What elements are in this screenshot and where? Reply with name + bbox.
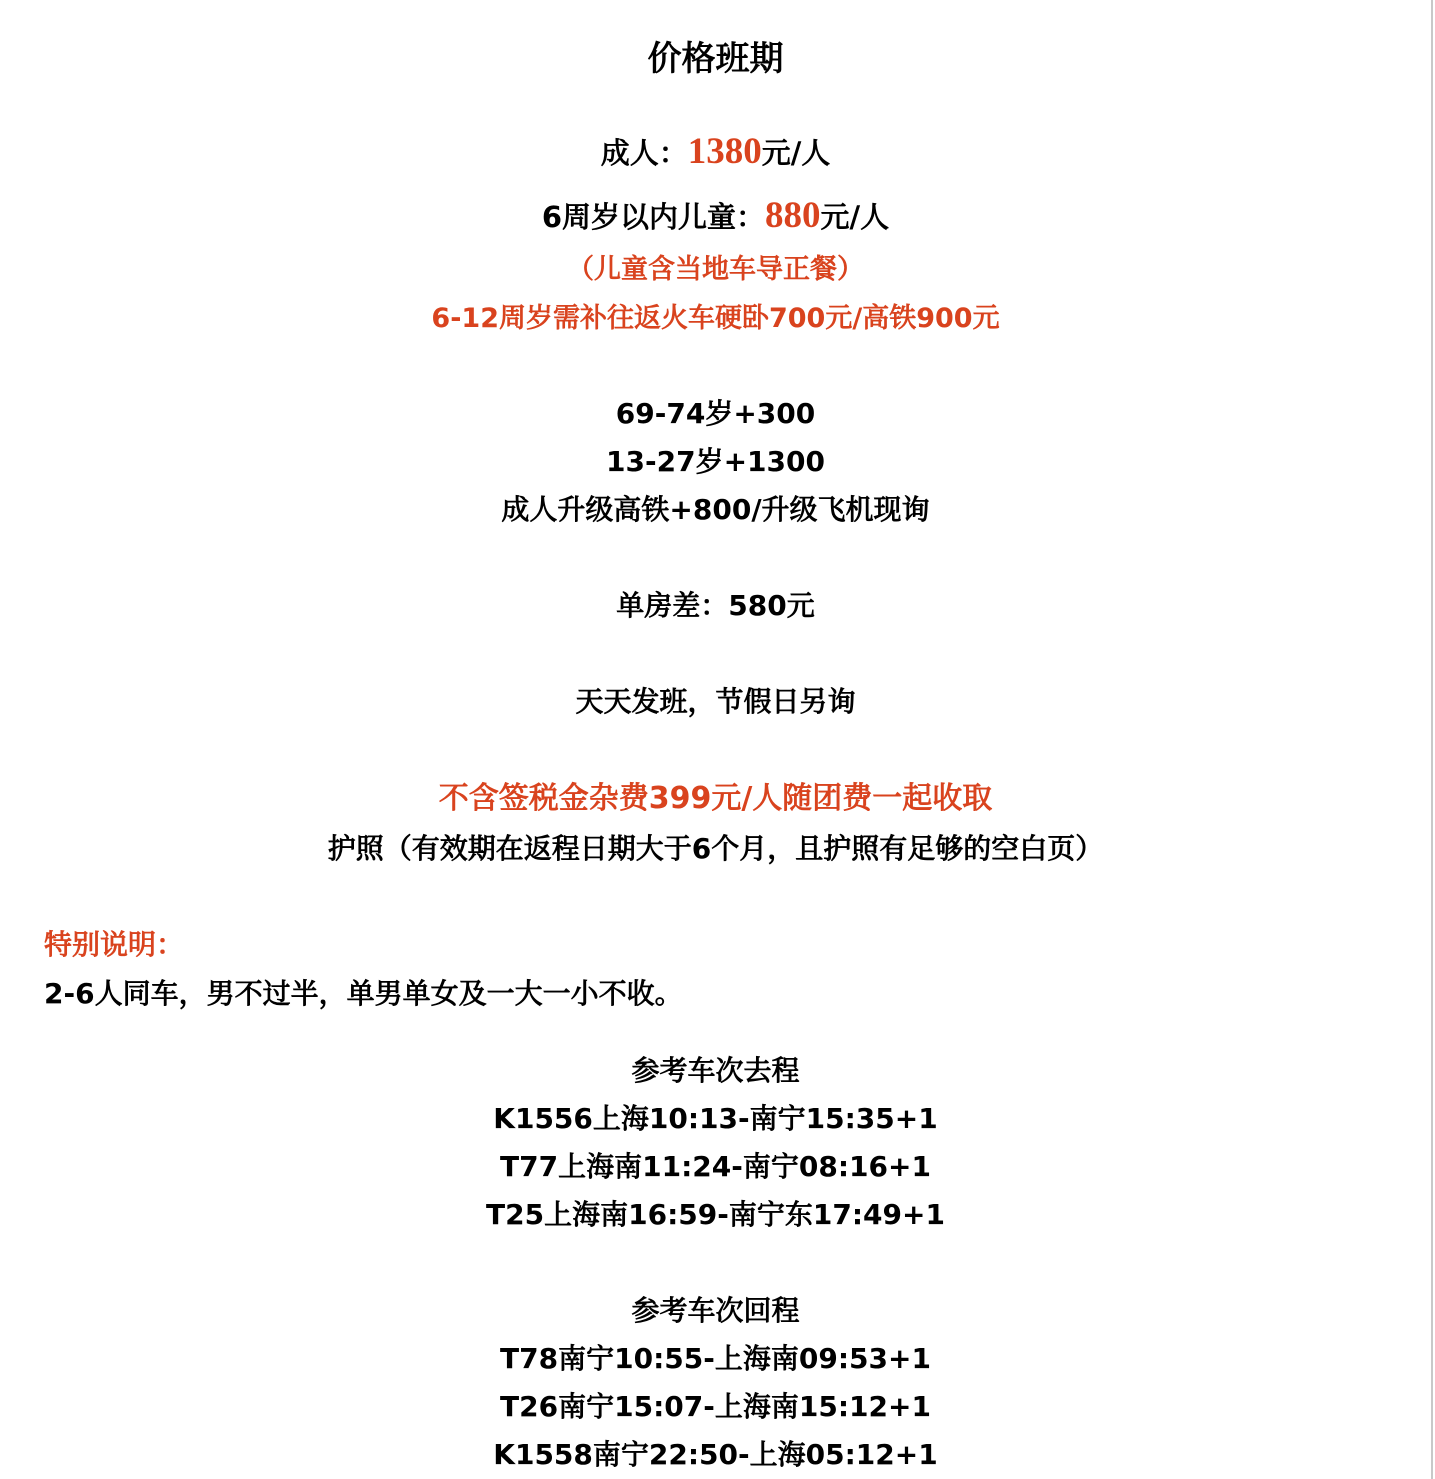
- surcharge-69-74: 69-74岁+300: [615, 397, 816, 430]
- adult-unit: 元/人: [761, 136, 831, 170]
- special-heading: 特别说明：: [44, 928, 185, 961]
- child-meal-note: （儿童含当地车导正餐）: [567, 254, 864, 285]
- adult-price: 1380: [687, 131, 762, 172]
- adult-price-row: [0, 133, 1431, 170]
- outbound-train: T25上海南16:59-南宁东17:49+1: [486, 1198, 945, 1231]
- outbound-train: T77上海南11:24-南宁08:16+1: [500, 1150, 931, 1183]
- child-unit: 元/人: [820, 200, 890, 234]
- return-train: T78南宁10:55-上海南09:53+1: [500, 1342, 931, 1375]
- return-train: T26南宁15:07-上海南15:12+1: [500, 1390, 931, 1423]
- single-room-supplement: 单房差：580元: [616, 589, 815, 622]
- visa-fee-note: 不含签税金杂费399元/人随团费一起收取: [438, 781, 993, 816]
- child-train-note: 6-12周岁需补往返火车硬卧700元/高铁900元: [431, 303, 1000, 334]
- special-text: 2-6人同车，男不过半，单男单女及一大一小不收。: [44, 977, 683, 1010]
- outbound-heading: 参考车次去程: [631, 1054, 800, 1087]
- page-title: 价格班期: [647, 39, 784, 79]
- child-price: 880: [765, 195, 821, 236]
- adult-label: 成人：: [600, 136, 688, 170]
- return-heading: 参考车次回程: [631, 1294, 800, 1327]
- child-label: 6周岁以内儿童：: [541, 200, 766, 234]
- surcharge-13-27: 13-27岁+1300: [606, 445, 825, 478]
- upgrade-note: 成人升级高铁+800/升级飞机现询: [501, 493, 930, 526]
- passport-note: 护照（有效期在返程日期大于6个月，且护照有足够的空白页）: [327, 832, 1104, 865]
- departure-schedule: 天天发班，节假日另询: [575, 685, 856, 718]
- return-train: K1558南宁22:50-上海05:12+1: [493, 1438, 938, 1471]
- right-scroll-divider: [1431, 0, 1433, 1479]
- outbound-train: K1556上海10:13-南宁15:35+1: [493, 1102, 938, 1135]
- child-price-row: [0, 197, 1431, 234]
